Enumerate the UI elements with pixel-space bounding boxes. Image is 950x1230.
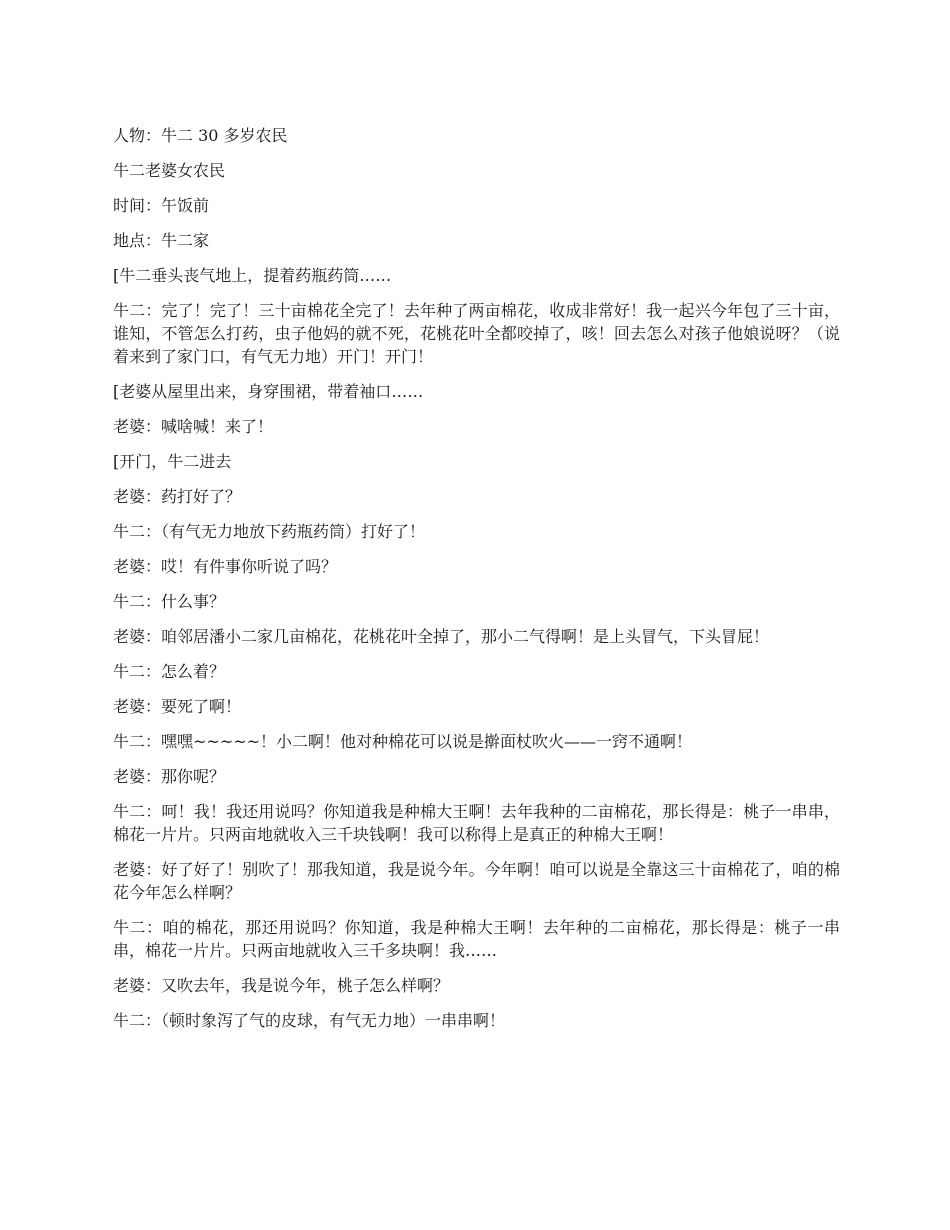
- document-page: [113, 124, 840, 1044]
- dialogue-line: 老婆：哎！有件事你听说了吗？: [113, 557, 338, 576]
- dialogue-line: 牛二：呵！我！我还用说吗？你知道我是种棉大王啊！去年我种的二亩棉花，那长得是：桃子一串串，棉花一片片。只两亩地就收入三千块钱啊！我可以称得上是真正的种棉大王啊！: [113, 802, 840, 844]
- dialogue-line: 老婆：那你呢？: [113, 767, 226, 786]
- dialogue-line: 老婆：喊啥喊！来了！: [113, 417, 274, 436]
- stage-direction: [老婆从屋里出来，身穿围裙，带着袖口……: [113, 382, 424, 401]
- cast-character-wife: 牛二老婆女农民: [113, 161, 226, 180]
- dialogue-line: 牛二：嘿嘿~~~~~！小二啊！他对种棉花可以说是擀面杖吹火——一窍不通啊！: [113, 732, 693, 751]
- scene-time: 时间：午饭前: [113, 196, 210, 215]
- dialogue-line: 老婆：又吹去年，我是说今年，桃子怎么样啊？: [113, 976, 450, 995]
- scene-location: 地点：牛二家: [113, 231, 210, 250]
- dialogue-line: 牛二：完了！完了！三十亩棉花全完了！去年种了两亩棉花，收成非常好！我一起兴今年包了三十亩，谁知，不管怎么打药，虫子他妈的就不死，花桃花叶全都咬掉了，咳！回去怎么对孩子他娘说呀？（说着来到了家门口，有气无力地）开门！开门！: [113, 301, 840, 366]
- dialogue-line: 牛二：什么事？: [113, 592, 226, 611]
- dialogue-line: 牛二：咱的棉花，那还用说吗？你知道，我是种棉大王啊！去年种的二亩棉花，那长得是：桃子一串串，棉花一片片。只两亩地就收入三千多块啊！我……: [113, 918, 840, 960]
- stage-direction: [开门，牛二进去: [113, 452, 232, 471]
- dialogue-line: 老婆：药打好了？: [113, 487, 242, 506]
- dialogue-line: 牛二：怎么着？: [113, 662, 226, 681]
- dialogue-line: 牛二：（有气无力地放下药瓶药筒）打好了！: [113, 522, 426, 541]
- cast-character-niuer: 人物：牛二 30 多岁农民: [113, 126, 288, 145]
- dialogue-line: 老婆：咱邻居潘小二家几亩棉花，花桃花叶全掉了，那小二气得啊！是上头冒气，下头冒屁！: [113, 627, 770, 646]
- dialogue-line: 老婆：好了好了！别吹了！那我知道，我是说今年。今年啊！咱可以说是全靠这三十亩棉花了，咱的棉花今年怎么样啊？: [113, 860, 840, 902]
- stage-direction: [牛二垂头丧气地上，提着药瓶药筒……: [113, 266, 392, 285]
- dialogue-line: 老婆：要死了啊！: [113, 697, 242, 716]
- dialogue-line: 牛二：（顿时象泻了气的皮球，有气无力地）一串串啊！: [113, 1011, 506, 1030]
